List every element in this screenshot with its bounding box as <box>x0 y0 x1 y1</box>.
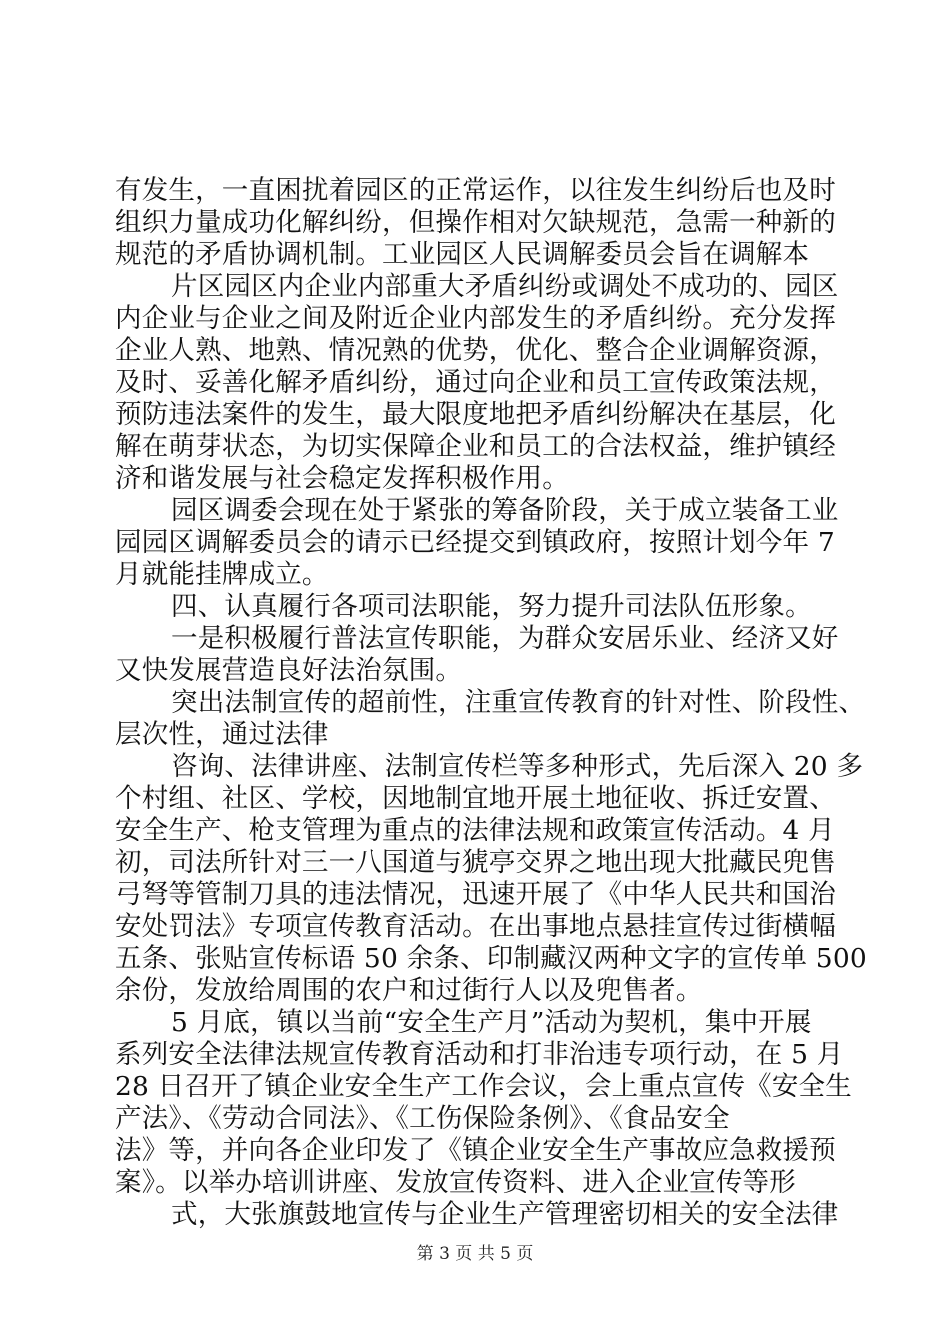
text-line: 解在萌芽状态，为切实保障企业和员工的合法权益，维护镇经 <box>115 431 836 462</box>
text-line: 规范的矛盾协调机制。工业园区人民调解委员会旨在调解本 <box>115 239 810 270</box>
text-line: 济和谐发展与社会稳定发挥积极作用。 <box>115 463 569 494</box>
text-line: 28 日召开了镇企业安全生产工作会议，会上重点宣传《安全生 <box>115 1071 852 1102</box>
paragraph-lines <box>115 175 867 1231</box>
text-line: 一是积极履行普法宣传职能，为群众安居乐业、经济又好 <box>171 623 839 654</box>
text-line: 系列安全法律法规宣传教育活动和打非治违专项行动，在 5 月 <box>115 1039 844 1070</box>
text-line: 月就能挂牌成立。 <box>115 559 329 590</box>
document-body <box>115 175 867 1231</box>
text-line: 式，大张旗鼓地宣传与企业生产管理密切相关的安全法律 <box>171 1199 839 1230</box>
text-line: 5 月底，镇以当前“安全生产月”活动为契机，集中开展 <box>171 1007 812 1038</box>
text-line: 又快发展营造良好法治氛围。 <box>115 655 463 686</box>
text-line: 园园区调解委员会的请示已经提交到镇政府，按照计划今年 7 <box>115 527 835 558</box>
text-line: 组织力量成功化解纠纷，但操作相对欠缺规范，急需一种新的 <box>115 207 836 238</box>
text-line: 突出法制宣传的超前性，注重宣传教育的针对性、阶段性、 <box>171 687 866 718</box>
text-line: 预防违法案件的发生，最大限度地把矛盾纠纷解决在基层，化 <box>115 399 836 430</box>
text-line: 企业人熟、地熟、情况熟的优势，优化、整合企业调解资源， <box>115 335 836 366</box>
text-line: 片区园区内企业内部重大矛盾纠纷或调处不成功的、园区 <box>171 271 839 302</box>
text-line: 园区调委会现在处于紧张的筹备阶段，关于成立装备工业 <box>171 495 839 526</box>
text-line: 余份，发放给周围的农户和过街行人以及兜售者。 <box>115 975 703 1006</box>
page-footer: 第 3 页 共 5 页 <box>416 1244 534 1264</box>
text-line: 内企业与企业之间及附近企业内部发生的矛盾纠纷。充分发挥 <box>115 303 836 334</box>
text-line: 初，司法所针对三一八国道与猇亭交界之地出现大批藏民兜售 <box>115 847 836 878</box>
text-line: 安处罚法》专项宣传教育活动。在出事地点悬挂宣传过街横幅 <box>115 911 836 942</box>
text-line: 及时、妥善化解矛盾纠纷，通过向企业和员工宣传政策法规， <box>115 367 836 398</box>
text-line: 案》。以举办培训讲座、发放宣传资料、进入企业宣传等形 <box>115 1167 796 1198</box>
text-line: 咨询、法律讲座、法制宣传栏等多种形式，先后深入 20 多 <box>171 751 864 782</box>
text-line: 层次性，通过法律 <box>115 719 329 750</box>
text-line: 四、认真履行各项司法职能，努力提升司法队伍形象。 <box>171 591 812 622</box>
text-line: 个村组、社区、学校，因地制宜地开展土地征收、拆迁安置、 <box>115 783 836 814</box>
text-line: 有发生，一直困扰着园区的正常运作，以往发生纠纷后也及时 <box>115 175 836 206</box>
text-line: 法》等，并向各企业印发了《镇企业安全生产事故应急救援预 <box>115 1135 836 1166</box>
text-line: 弓弩等管制刀具的违法情况，迅速开展了《中华人民共和国治 <box>115 879 836 910</box>
text-line: 产法》、《劳动合同法》、《工伤保险条例》、《食品安全 <box>115 1103 730 1134</box>
text-line: 安全生产、枪支管理为重点的法律法规和政策宣传活动。4 月 <box>115 815 835 846</box>
text-line: 五条、张贴宣传标语 50 余条、印制藏汉两种文字的宣传单 500 <box>115 943 867 974</box>
